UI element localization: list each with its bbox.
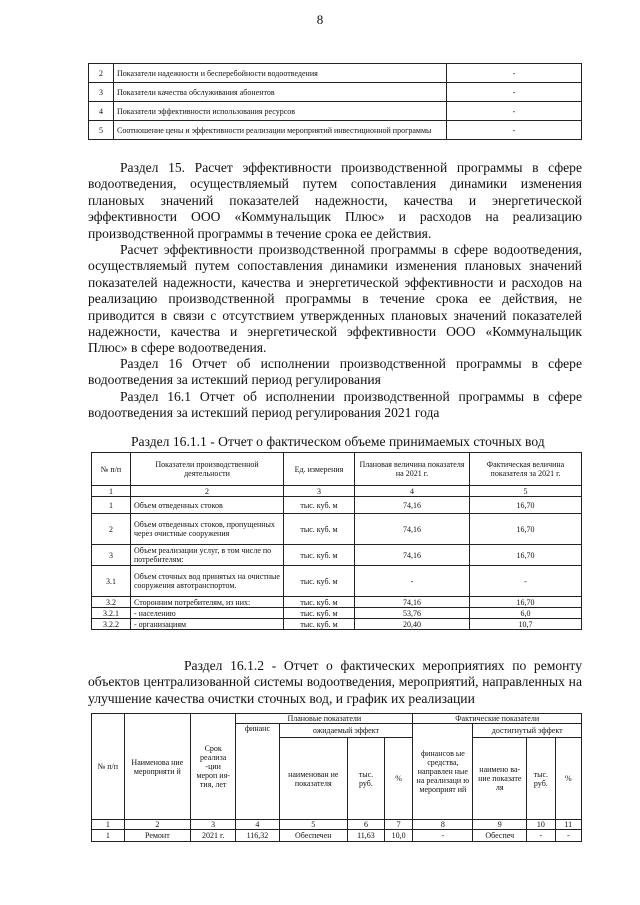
table-row [89,102,582,121]
header-finance: финанс [236,724,279,820]
header-plan: Плановая величина показателя на 2021 г. [355,453,470,486]
section15-text1: Раздел 15. Расчет эффективности производственной программы в сфере водоотведения, осуществляемый путем сопоставления динамики изменения плановых значений показателей надежности, качества и энергетической эффективности ООО «Коммунальщик Плюс» и расходов на реализацию производственной программы в течение срока ее действия. [88,160,582,241]
row-value: - [447,64,582,83]
header-exp-rub: тыс. руб. [348,738,385,820]
row-label: Показатели качества обслуживания абонентов [114,83,447,102]
row-value: - [447,83,582,102]
row-plan: 74,16 [355,545,470,566]
header-fact: Фактическая величина показателя за 2021 г. [470,453,582,486]
header-name: Наименова ние мероприяти й [124,714,190,820]
section16-1-heading-text: Раздел 16.1 Отчет об исполнении производственной программы в сфере водоотведения за истекший период регулирования 2021 года [88,389,582,421]
row-number: 3 [92,545,131,566]
row-label: Показатели эффективности использования ресурсов [114,102,447,121]
row-label: Объем реализации услуг, в том числе по потребителям: [131,545,284,566]
section16-heading-text: Раздел 16 Отчет об исполнении производственной программы в сфере водоотведения за истекший период регулирования [88,356,582,388]
col-number: 11 [555,820,581,830]
table-row [92,830,582,842]
col-number: 8 [413,820,473,830]
header-fact-finance: финансов ые средства, направлен ные на реализаци ю мероприят ий [413,724,473,820]
header-ach-rub: тыс. руб. [527,738,555,820]
header-term: Срок реализа -ции мероп ия-тия, лет [191,714,236,820]
row-unit: тыс. куб. м [284,597,355,608]
wastewater-volume-table [91,452,582,630]
row-label: Соотношение цены и эффективности реализации мероприятий инвестиционной программы [114,121,447,140]
row-label: - населению [131,608,284,619]
table-row [92,497,582,514]
row-number: 2 [92,514,131,545]
col-number: 2 [131,486,284,497]
col-number: 5 [279,820,347,830]
col-number: 2 [124,820,190,830]
col-number: 3 [191,820,236,830]
row-number: 3.1 [92,566,131,597]
cell: - [413,830,473,842]
row-label: Сторонним потребителям, из них: [131,597,284,608]
row-plan: 53,76 [355,608,470,619]
table-row [89,121,582,140]
col-number: 6 [348,820,385,830]
section15-text2: Расчет эффективности производственной программы в сфере водоотведения, осуществляемый путем сопоставления динамики изменения плановых значений показателей надежности, качества и энергетической эффективности и расходов на реализацию производственной программы в течение срока ее действия, не приводится в связи с отсутствием утвержденных плановых значений показателей надежности, качества и энергетической эффективности ООО «Коммунальщик Плюс» в сфере водоотведения. [88,242,582,356]
cell: 116,32 [236,830,279,842]
row-value: - [447,102,582,121]
row-fact: 10,7 [470,619,582,630]
row-fact: 16,70 [470,497,582,514]
section15-paragraph1 [88,160,582,242]
table3-caption [88,658,582,707]
col-number: 7 [384,820,412,830]
header-plan-group: Плановые показатели [236,714,413,724]
row-number: 3.2.1 [92,608,131,619]
row-plan: - [355,566,470,597]
col-number: 5 [470,486,582,497]
row-label: - организациям [131,619,284,630]
header-achieved: достигнутый эффект [473,724,582,738]
header-ach-name: наимено ва-ние показате ля [473,738,527,820]
header-ach-pct: % [555,738,581,820]
table2-caption: Раздел 16.1.1 - Отчет о фактическом объеме принимаемых сточных вод [131,434,545,449]
table-row [92,597,582,608]
repair-measures-table [91,713,582,842]
header-unit: Ед. измерения [284,453,355,486]
table-row [92,545,582,566]
col-number: 4 [355,486,470,497]
row-number: 3.2.2 [92,619,131,630]
table-row [92,514,582,545]
row-number: 2 [89,64,114,83]
header-exp-name: наименован ие показателя [279,738,347,820]
col-number: 1 [92,486,131,497]
page-number: 8 [316,12,324,27]
row-number: 3.2 [92,597,131,608]
table-row [89,64,582,83]
row-label: Объем отведенных стоков, пропущенных через очистные сооружения [131,514,284,545]
col-number: 3 [284,486,355,497]
cell: 10,0 [384,830,412,842]
row-plan: 74,16 [355,597,470,608]
header-num: № п/п [92,453,131,486]
row-fact: 6,0 [470,608,582,619]
row-unit: тыс. куб. м [284,497,355,514]
header-fact-group: Фактические показатели [413,714,582,724]
cell: - [527,830,555,842]
cell: - [555,830,581,842]
row-unit: тыс. куб. м [284,514,355,545]
row-fact: 16,70 [470,597,582,608]
table-row [92,619,582,630]
row-fact: 16,70 [470,514,582,545]
row-plan: 74,16 [355,514,470,545]
section16-heading [88,356,582,389]
table3-caption-text: Раздел 16.1.2 - Отчет о фактических мероприятиях по ремонту объектов централизованной системы водоотведения, мероприятий, направленных на улучшение качества очистки сточных вод, и график их реализации [88,658,582,706]
header-exp-pct: % [384,738,412,820]
row-unit: тыс. куб. м [284,566,355,597]
row-label: Показатели надежности и бесперебойности водоотведения [114,64,447,83]
header-num: № п/п [92,714,125,820]
table-row [92,566,582,597]
section15-paragraph2 [88,242,582,357]
table-row [89,83,582,102]
row-number: 3 [89,83,114,102]
header-expected: ожидаемый эффект [279,724,413,738]
col-number: 9 [473,820,527,830]
row-plan: 74,16 [355,497,470,514]
col-number: 10 [527,820,555,830]
row-plan: 20,40 [355,619,470,630]
header-indicator: Показатели производственной деятельности [131,453,284,486]
cell: Обеспечен [279,830,347,842]
section16-1-heading [88,389,582,422]
row-number: 1 [92,497,131,514]
row-number: 4 [89,102,114,121]
row-fact: - [470,566,582,597]
col-number: 4 [236,820,279,830]
col-number: 1 [92,820,125,830]
table-row [92,608,582,619]
row-unit: тыс. куб. м [284,545,355,566]
cell: Обеспеч [473,830,527,842]
row-label: Объем сточных вод принятых на очистные сооружения автотранспортом. [131,566,284,597]
row-number: 5 [89,121,114,140]
row-value: - [447,121,582,140]
row-unit: тыс. куб. м [284,619,355,630]
cell: 1 [92,830,125,842]
indicators-table [88,63,582,140]
row-unit: тыс. куб. м [284,608,355,619]
cell: 2021 г. [191,830,236,842]
cell: 11,63 [348,830,385,842]
row-fact: 16,70 [470,545,582,566]
cell: Ремонт [124,830,190,842]
row-label: Объем отведенных стоков [131,497,284,514]
